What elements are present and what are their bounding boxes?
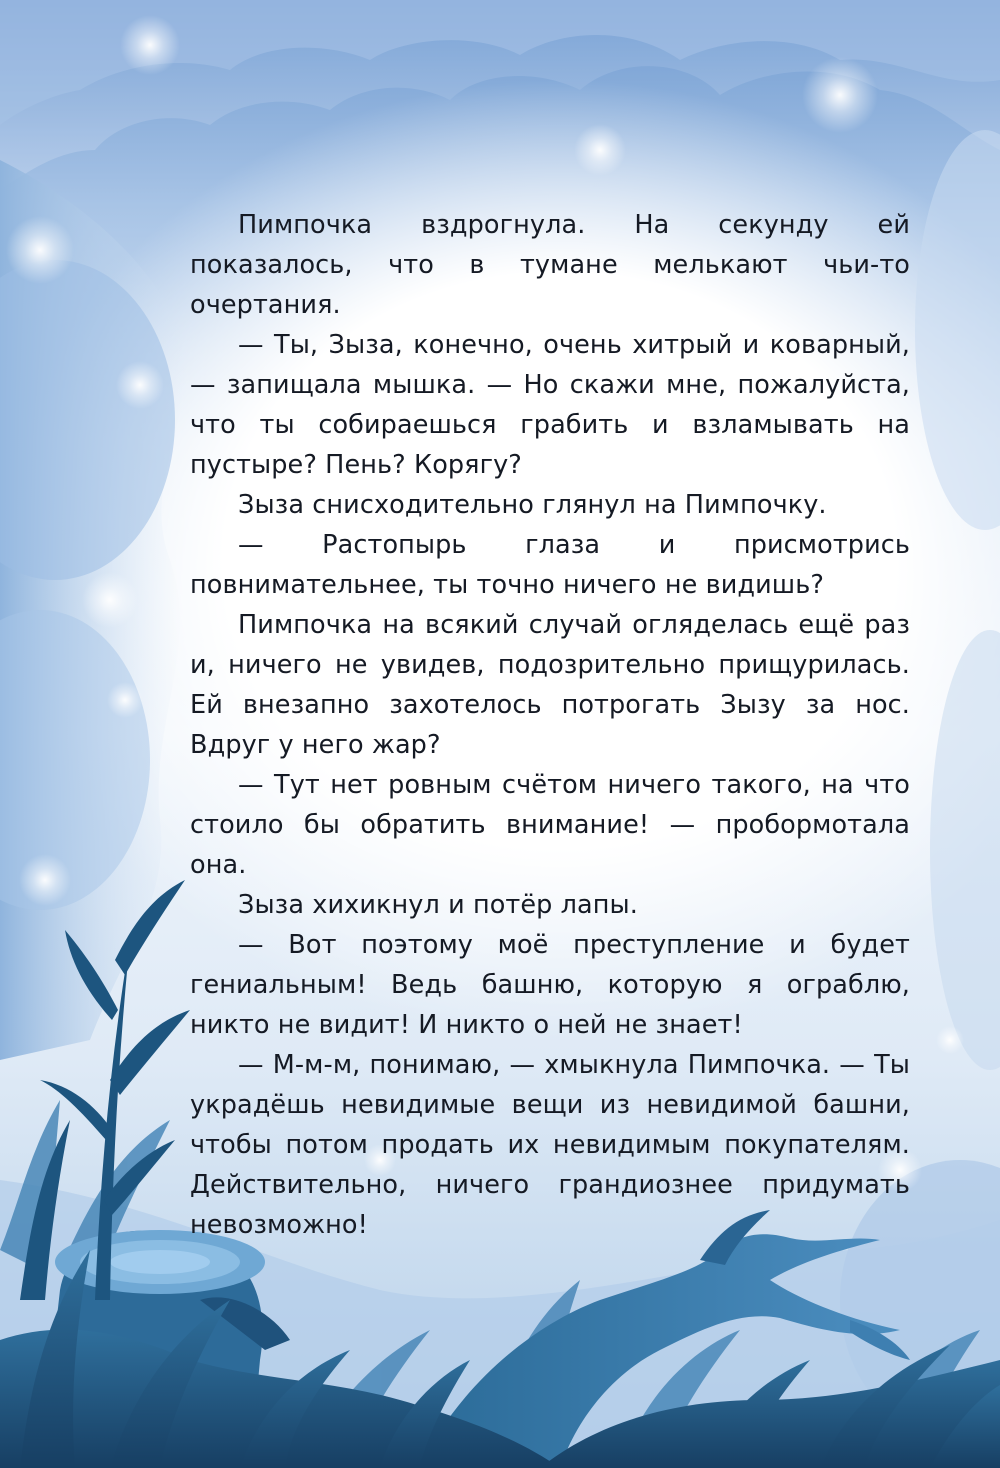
paragraph: Зыза хихикнул и потёр лапы.	[238, 890, 638, 920]
paragraph: Зыза снисходительно глянул на Пимпочку.	[238, 490, 827, 520]
paragraph: — Тут нет ровным счётом ничего такого, на что стоило бы обратить внимание! — пробормотала она.	[190, 770, 910, 880]
paragraph: — Вот поэтому моё преступление и будет гениальным! Ведь башню, которую я ограблю, никто не видит! И никто о ней не знает!	[190, 930, 910, 1040]
paragraph: Пимпочка на всякий случай огляделась ещё раз и, ничего не увидев, подозрительно прищурилась. Ей внезапно захотелось потрогать Зызу за нос. Вдруг у него жар?	[190, 610, 910, 760]
story-text	[190, 205, 910, 1245]
paragraph: — Растопырь глаза и присмотрись повнимательнее, ты точно ничего не видишь?	[190, 530, 910, 600]
paragraph: — Ты, Зыза, конечно, очень хитрый и коварный, — запищала мышка. — Но скажи мне, пожалуйста, что ты собираешься грабить и взламывать на пустыре? Пень? Корягу?	[190, 330, 910, 480]
paragraph: — М-м-м, понимаю, — хмыкнула Пимпочка. — Ты украдёшь невидимые вещи из невидимой башни, чтобы потом продать их невидимым покупателям. Действительно, ничего грандиознее придумать невозможно!	[190, 1050, 910, 1240]
paragraph: Пимпочка вздрогнула. На секунду ей показалось, что в тумане мелькают чьи-то очертания.	[190, 210, 910, 320]
